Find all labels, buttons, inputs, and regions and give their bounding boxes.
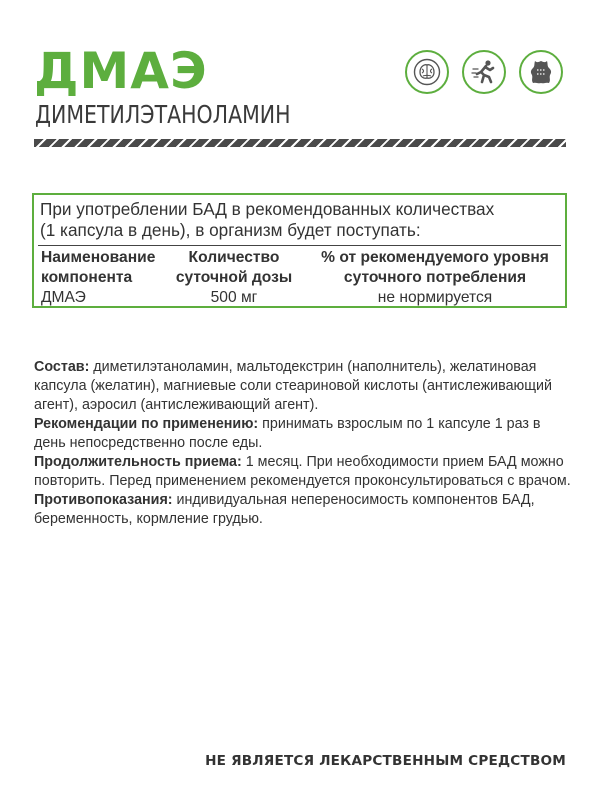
- duration-text: 1 месяц. При необходимости прием БАД можно повторить. Перед применением рекомендуется проконсультироваться с врачом.: [34, 454, 571, 489]
- usage-text: принимать взрослым по 1 капсуле 1 раз в день непосредственно после еды.: [34, 416, 541, 451]
- contraindications-text: индивидуальная непереносимость компонентов БАД, беременность, кормление грудью.: [34, 492, 535, 527]
- usage-label: Рекомендации по применению:: [34, 416, 259, 432]
- disclaimer: НЕ ЯВЛЯЕТСЯ ЛЕКАРСТВЕННЫМ СРЕДСТВОМ: [205, 753, 566, 769]
- product-subtitle: ДИМЕТИЛЭТАНОЛАМИН: [35, 100, 291, 129]
- table-cell-name: ДМАЭ: [41, 289, 86, 306]
- running-man-icon: [462, 50, 506, 94]
- duration-paragraph: [34, 453, 574, 491]
- product-title: ДМАЭ: [34, 42, 208, 100]
- nutrition-table: [32, 193, 567, 308]
- feature-icons: [405, 50, 563, 94]
- composition-text: диметилэтаноламин, мальтодекстрин (наполнитель), желатиновая капсула (желатин), магниевые соли стеариновой кислоты (антислеживающий агент), аэросил (антислеживающий агент).: [34, 359, 553, 413]
- table-cell-percent: не нормируется: [377, 289, 493, 306]
- table-divider: [38, 245, 561, 246]
- header-daily-dose: Количество суточной дозы: [175, 249, 293, 286]
- table-cell-dose: 500 мг: [210, 289, 258, 306]
- usage-paragraph: [34, 415, 574, 453]
- duration-label: Продолжительность приема:: [34, 454, 242, 470]
- leather-icon: [519, 50, 563, 94]
- header-component-name: Наименование компонента: [41, 249, 156, 286]
- product-info: [34, 358, 574, 529]
- table-intro: При употреблении БАД в рекомендованных количествах (1 капсула в день), в организм будет поступать:: [40, 199, 495, 240]
- composition-paragraph: [34, 358, 574, 415]
- contraindications-label: Противопоказания:: [34, 492, 173, 508]
- composition-label: Состав:: [34, 359, 90, 375]
- header-recommended-level: % от рекомендуемого уровня суточного потребления: [321, 249, 549, 286]
- hatched-divider: [34, 139, 566, 147]
- brain-icon: [405, 50, 449, 94]
- contraindications-paragraph: [34, 491, 574, 529]
